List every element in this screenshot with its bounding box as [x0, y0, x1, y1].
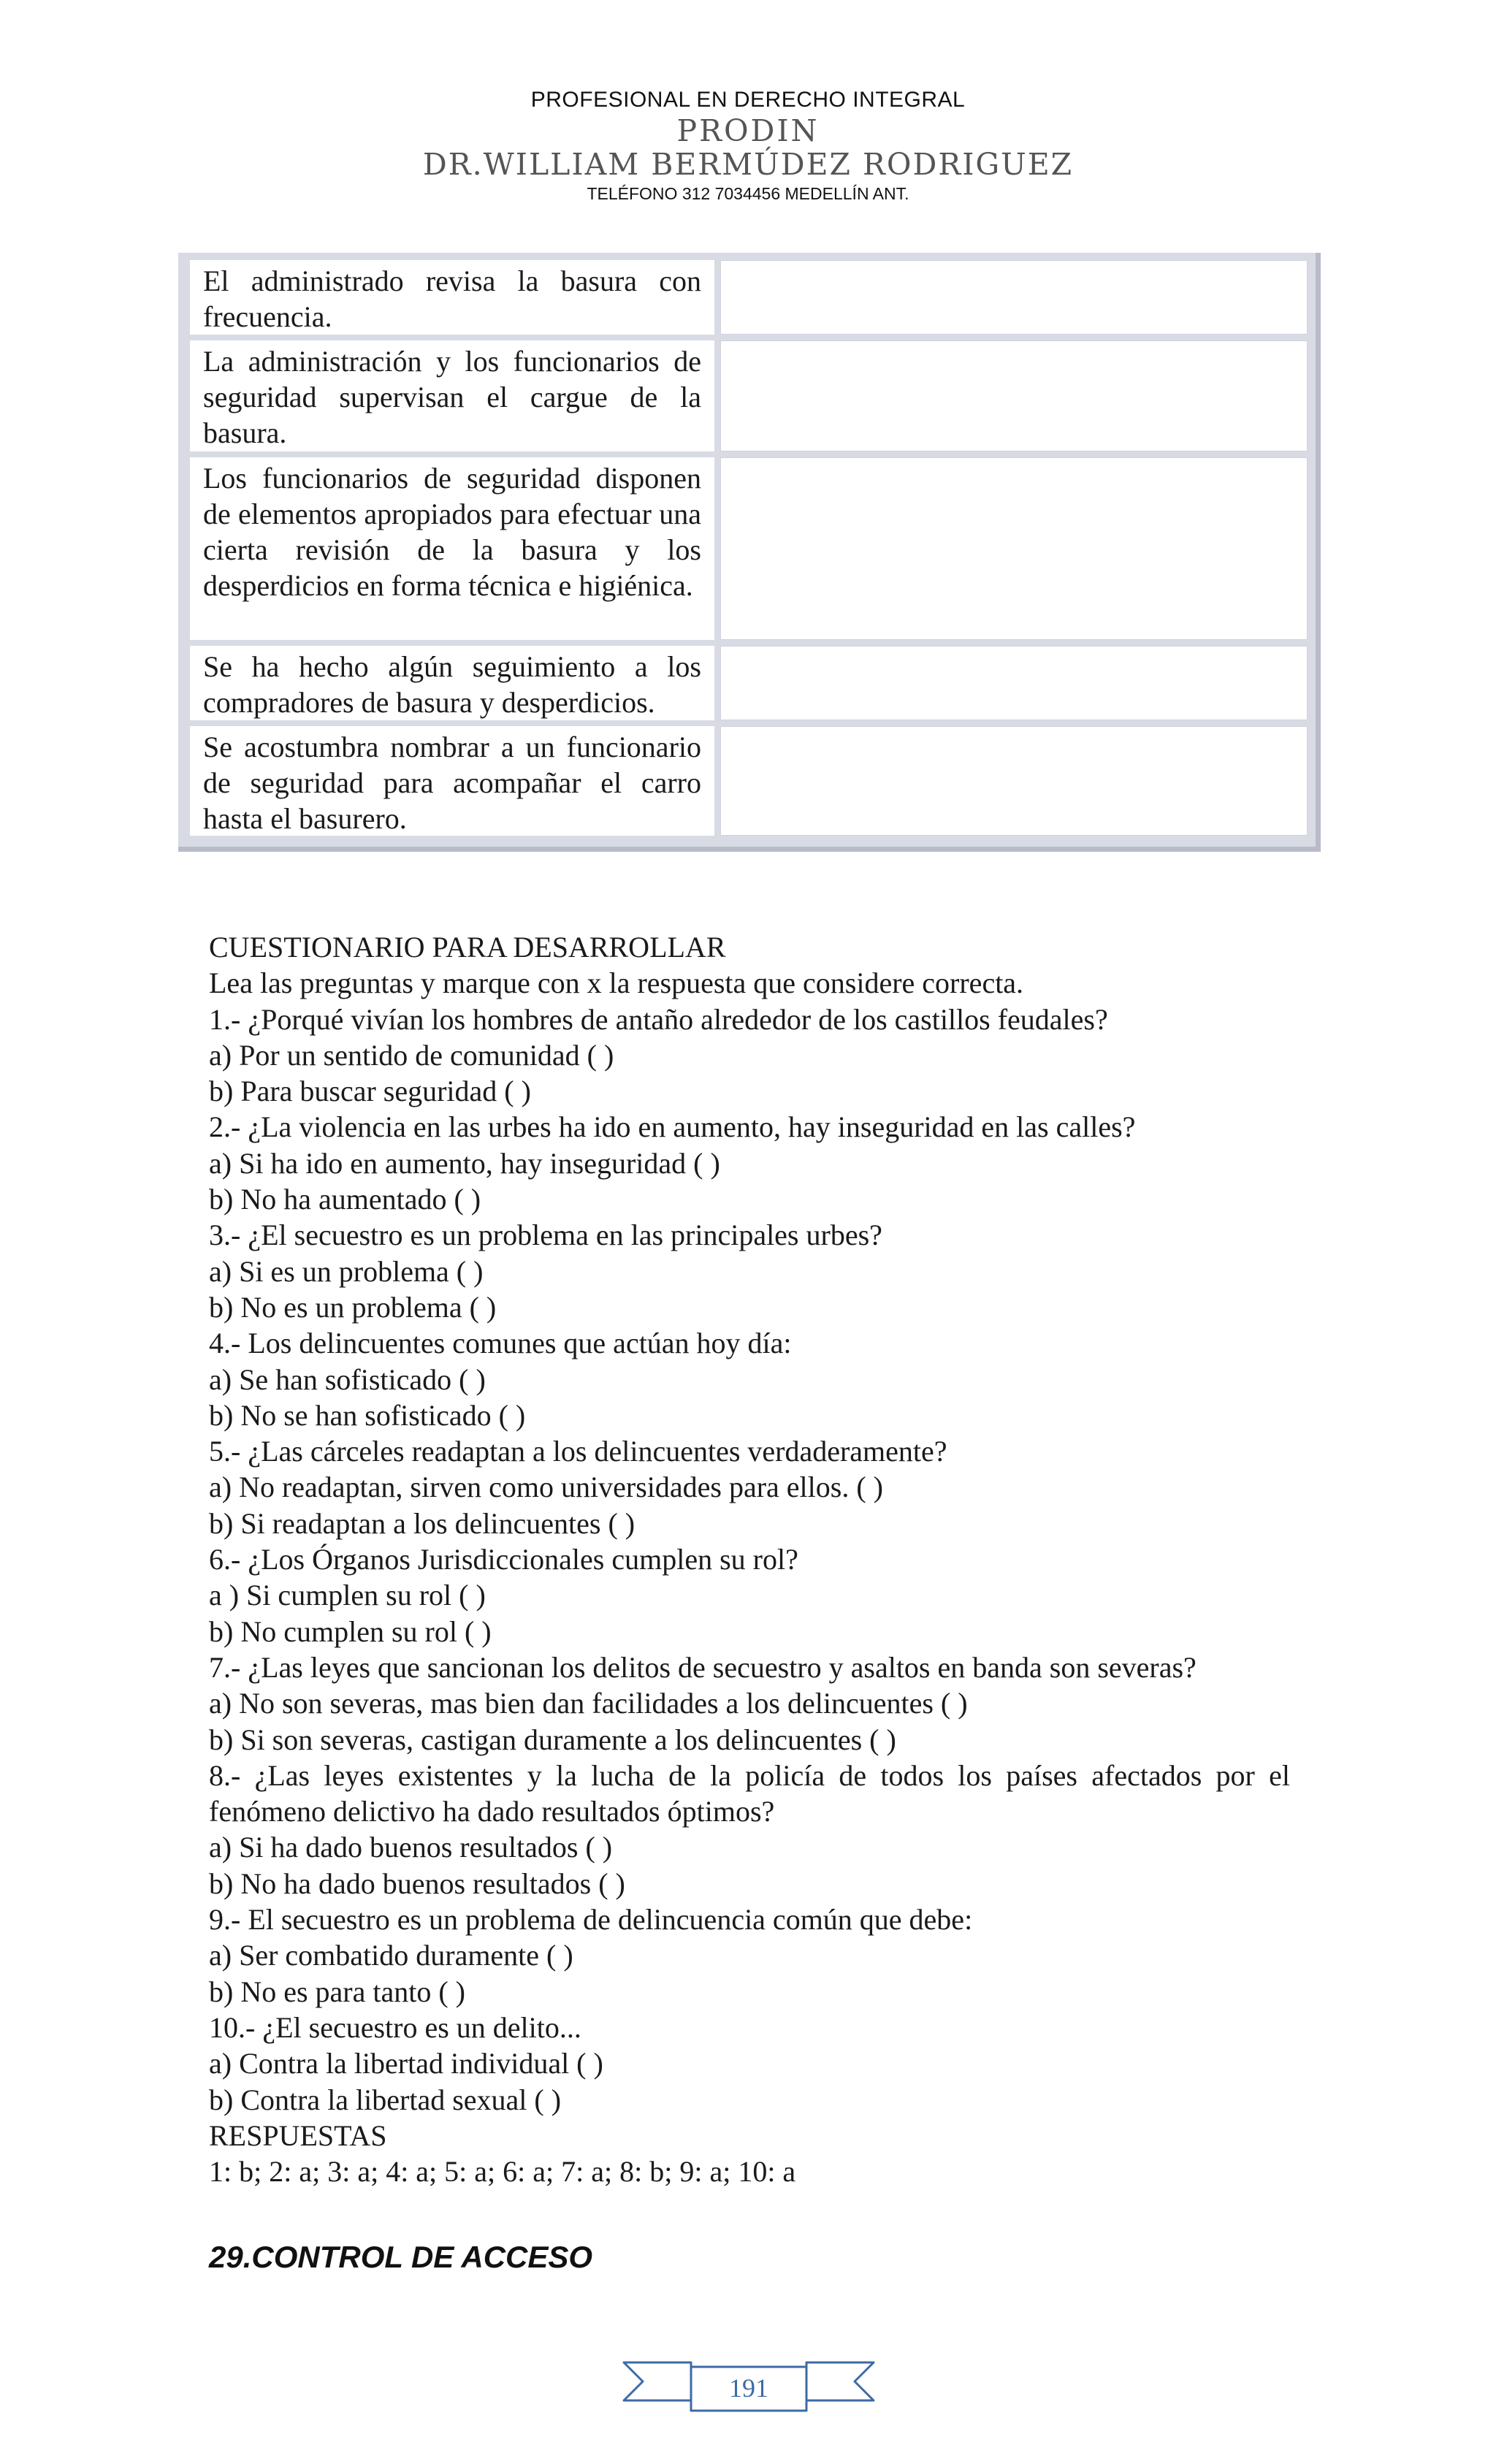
question-line: 8.- ¿Las leyes existentes y la lucha de la policía de todos los países afectados por el fenómeno delictivo ha dado resultados óptimos? [209, 1758, 1290, 1828]
option-line: a) Si ha ido en aumento, hay inseguridad ( ) [209, 1146, 720, 1180]
option-line: a) Ser combatido duramente ( ) [209, 1939, 573, 1972]
option-line: b) No se han sofisticado ( ) [209, 1398, 526, 1432]
questionnaire [209, 929, 1290, 2189]
table-cell-answer [720, 646, 1308, 720]
page-footer [621, 2349, 877, 2422]
table-row [190, 260, 1308, 335]
option-line: b) Si readaptan a los delincuentes ( ) [209, 1506, 636, 1540]
header-brand: PRODIN [676, 113, 820, 148]
question-line: 10.- ¿El secuestro es un delito... [209, 2010, 581, 2044]
table-cell-question: El administrado revisa la basura con frecuencia. [190, 260, 714, 335]
question-line: 7.- ¿Las leyes que sancionan los delitos de secuestro y asaltos en banda son severas? [209, 1650, 1197, 1684]
table-cell-question: Se acostumbra nombrar a un funcionario de seguridad para acompañar el carro hasta el basurero. [190, 726, 714, 836]
option-line: b) Contra la libertad sexual ( ) [209, 2083, 562, 2116]
question-line: 9.- El secuestro es un problema de delincuencia común que debe: [209, 1903, 973, 1937]
questionnaire-title: CUESTIONARIO PARA DESARROLLAR [209, 931, 726, 964]
table-cell-answer [720, 726, 1308, 836]
option-line: a) Si ha dado buenos resultados ( ) [209, 1831, 613, 1864]
answers-key: 1: b; 2: a; 3: a; 4: a; 5: a; 6: a; 7: a; 8: b; 9: a; 10: a [209, 2155, 796, 2189]
option-line: b) No es para tanto ( ) [209, 1975, 465, 2008]
option-line: a ) Si cumplen su rol ( ) [209, 1579, 486, 1612]
table-row [190, 646, 1308, 720]
section-heading: 29.CONTROL DE ACCESO [209, 2240, 593, 2274]
table-row [190, 457, 1308, 640]
page-header [0, 86, 1496, 206]
question-line: 2.- ¿La violencia en las urbes ha ido en aumento, hay inseguridad en las calles? [209, 1110, 1136, 1144]
option-line: b) No ha aumentado ( ) [209, 1183, 481, 1216]
table-row [190, 340, 1308, 451]
table-cell-answer [720, 340, 1308, 451]
header-author: DR.WILLIAM BERMÚDEZ RODRIGUEZ [422, 147, 1074, 182]
option-line: b) Si son severas, castigan duramente a los delincuentes ( ) [209, 1723, 896, 1756]
checklist-table [178, 253, 1321, 852]
questionnaire-instructions: Lea las preguntas y marque con x la respuesta que considere correcta. [209, 966, 1024, 1000]
option-line: b) No es un problema ( ) [209, 1290, 497, 1324]
option-line: a) Contra la libertad individual ( ) [209, 2047, 603, 2080]
table-cell-answer [720, 260, 1308, 335]
option-line: a) Por un sentido de comunidad ( ) [209, 1038, 614, 1072]
answers-label: RESPUESTAS [209, 2118, 387, 2152]
question-line: 5.- ¿Las cárceles readaptan a los delincuentes verdaderamente? [209, 1435, 947, 1468]
option-line: a) No readaptan, sirven como universidades para ellos. ( ) [209, 1471, 883, 1504]
option-line: a) Si es un problema ( ) [209, 1254, 484, 1288]
option-line: b) Para buscar seguridad ( ) [209, 1075, 531, 1108]
question-line: 4.- Los delincuentes comunes que actúan hoy día: [209, 1327, 792, 1360]
question-line: 3.- ¿El secuestro es un problema en las principales urbes? [209, 1218, 882, 1252]
option-line: a) Se han sofisticado ( ) [209, 1362, 486, 1396]
table-cell-answer [720, 457, 1308, 640]
table-cell-question: La administración y los funcionarios de seguridad supervisan el cargue de la basura. [190, 340, 714, 451]
option-line: b) No cumplen su rol ( ) [209, 1614, 492, 1648]
option-line: b) No ha dado buenos resultados ( ) [209, 1866, 625, 1900]
table-cell-question: Los funcionarios de seguridad disponen de elementos apropiados para efectuar una cierta revisión de la basura y los desperdicios en forma técnica e higiénica. [190, 457, 714, 640]
header-profession: PROFESIONAL EN DERECHO INTEGRAL [530, 88, 966, 112]
option-line: a) No son severas, mas bien dan facilidades a los delincuentes ( ) [209, 1687, 968, 1720]
question-line: 6.- ¿Los Órganos Jurisdiccionales cumplen su rol? [209, 1543, 798, 1576]
question-line: 1.- ¿Porqué vivían los hombres de antaño alrededor de los castillos feudales? [209, 1002, 1108, 1036]
page-number: 191 [729, 2373, 768, 2403]
table-row [190, 726, 1308, 836]
table-cell-question: Se ha hecho algún seguimiento a los compradores de basura y desperdicios. [190, 646, 714, 720]
header-phone: TELÉFONO 312 7034456 MEDELLÍN ANT. [587, 184, 909, 203]
